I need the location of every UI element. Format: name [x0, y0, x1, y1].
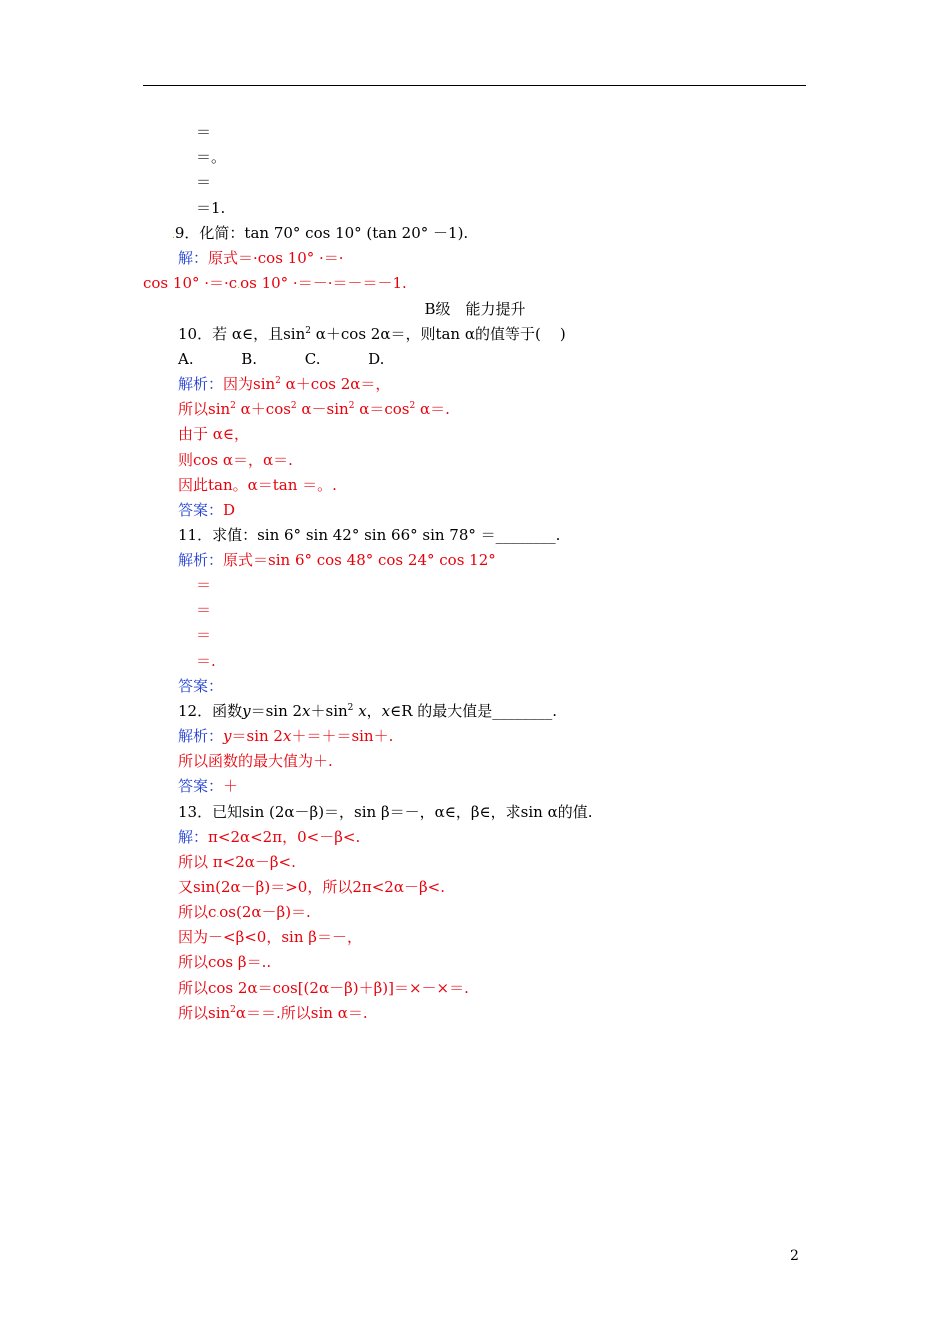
text-run: 又sin(2α－β)＝>0，所以2π<2α－β<.: [178, 878, 445, 896]
text-line: [178, 676, 223, 696]
text-run: 2: [230, 401, 236, 411]
text-line: [178, 802, 593, 822]
text-run: 所以c: [178, 903, 217, 921]
text-run: A. B. C. D.: [178, 350, 385, 368]
text-run: os 10° ·＝－·＝－＝－1.: [240, 274, 407, 292]
text-line: [178, 877, 445, 897]
text-run: 因为sin: [223, 375, 276, 393]
text-line: [196, 651, 216, 671]
header-rule: [143, 85, 806, 86]
text-run: ∈R 的最大值是________.: [390, 702, 558, 720]
text-line: [178, 701, 557, 721]
text-run: ＝: [196, 576, 212, 594]
text-run: 解：: [178, 249, 209, 267]
text-run: ，: [366, 702, 382, 720]
text-run: 答案：: [178, 677, 224, 695]
text-line: [178, 349, 384, 369]
text-run: 13．已知sin (2α－β)＝，sin β＝－，α∈，β∈，求sin α的值.: [178, 803, 593, 821]
text-line: [178, 399, 450, 419]
text-run: 所以cos β＝..: [178, 953, 272, 971]
text-run: 2: [275, 376, 281, 386]
text-run: 答案：: [178, 777, 224, 795]
text-line: [178, 776, 238, 796]
text-run: 因此tan。α＝tan ＝。.: [178, 476, 337, 494]
text-line: [178, 927, 362, 947]
text-run: ＋: [223, 777, 239, 795]
text-run: .: [216, 910, 220, 920]
text-run: 解析：: [178, 375, 224, 393]
text-run: 所以sin: [178, 1004, 231, 1022]
text-run: ＝: [196, 173, 212, 191]
text-run: 答案：: [178, 501, 224, 519]
text-run: ＝1.: [196, 199, 226, 217]
section-heading: B级 能力提升: [424, 300, 526, 318]
text-line: [178, 550, 496, 570]
text-line: [196, 575, 211, 595]
text-run: ＝.: [196, 652, 216, 670]
text-run: y: [242, 702, 251, 720]
text-line: [178, 475, 337, 495]
text-line: [178, 248, 344, 268]
text-run: 解析：: [178, 727, 224, 745]
text-line: [178, 726, 393, 746]
text-line: [172, 223, 468, 243]
text-run: .: [237, 281, 241, 291]
text-line: [196, 122, 211, 142]
text-run: 2: [348, 401, 355, 411]
text-line: [178, 852, 296, 872]
text-run: α＋cos 2α＝，: [280, 375, 391, 393]
text-line: [178, 978, 469, 998]
text-run: x: [302, 702, 311, 720]
text-line: [196, 198, 225, 218]
text-line: [178, 424, 249, 444]
text-line: [178, 827, 360, 847]
text-run: 11．求值：sin 6° sin 42° sin 66° sin 78° ＝________.: [178, 526, 561, 544]
text-run: 所以sin: [178, 400, 231, 418]
text-line: [178, 374, 390, 394]
text-line: [196, 147, 226, 167]
text-run: y: [223, 727, 232, 745]
text-run: cos 10° ·＝·c: [143, 274, 238, 292]
text-run: 2: [230, 1005, 236, 1015]
text-line: [196, 600, 211, 620]
text-run: 解析：: [178, 551, 224, 569]
text-run: 12．函数: [178, 702, 243, 720]
text-run: α＝.: [415, 400, 450, 418]
text-run: 所以函数的最大值为＋.: [178, 752, 333, 770]
text-run: 因为－<β<0，sin β＝－，: [178, 928, 362, 946]
text-run: ＝sin 2: [250, 702, 303, 720]
text-run: 由于 α∈，: [178, 425, 250, 443]
text-run: 原式＝sin 6° cos 48° cos 24° cos 12°: [223, 551, 496, 569]
text-run: os(2α－β)＝.: [219, 903, 311, 921]
text-run: .: [172, 231, 175, 241]
text-run: ＋＝＋＝sin＋.: [291, 727, 394, 745]
text-line: [178, 500, 235, 520]
text-run: ＋sin: [310, 702, 348, 720]
text-line: [196, 172, 211, 192]
text-line: [196, 625, 211, 645]
text-run: 2: [347, 703, 354, 713]
text-run: α－sin: [296, 400, 349, 418]
text-run: D: [223, 501, 236, 519]
text-run: ＝: [196, 601, 212, 619]
text-run: 解：: [178, 828, 209, 846]
text-run: 10．若 α∈，且sin: [178, 325, 306, 343]
text-line: [178, 324, 566, 344]
text-run: ＝。: [196, 148, 227, 166]
text-line: [178, 1003, 368, 1023]
text-run: π<2α<2π，0<－β<.: [208, 828, 361, 846]
text-run: ＝sin 2: [231, 727, 283, 745]
text-run: 2: [409, 401, 416, 411]
text-run: α＝cos: [354, 400, 410, 418]
text-run: α＋cos 2α＝，则tan α的值等于( ): [310, 325, 566, 343]
text-run: α＋cos: [235, 400, 291, 418]
text-line: [178, 902, 311, 922]
text-run: ＝: [196, 123, 212, 141]
text-line: [178, 751, 333, 771]
text-run: ＝: [196, 626, 212, 644]
text-run: 原式＝·cos 10° ·＝·: [208, 249, 344, 267]
text-line: [178, 952, 271, 972]
page-number: 2: [790, 1248, 799, 1264]
text-run: x: [358, 702, 367, 720]
text-run: 2: [290, 401, 297, 411]
text-line: [178, 450, 293, 470]
text-run: 所以cos 2α＝cos[(2α－β)＋β)]＝×－×＝.: [178, 979, 469, 997]
text-run: x: [282, 727, 292, 745]
text-run: α＝＝.所以sin α＝.: [235, 1004, 368, 1022]
text-run: x: [381, 702, 391, 720]
text-run: 则cos α＝，α＝.: [178, 451, 293, 469]
text-run: 9．化简：tan 70° cos 10° (tan 20° －1).: [174, 224, 469, 242]
text-line: [143, 273, 407, 293]
text-run: 2: [305, 326, 311, 336]
text-line: [178, 525, 560, 545]
text-run: 所以 π<2α－β<.: [178, 853, 296, 871]
